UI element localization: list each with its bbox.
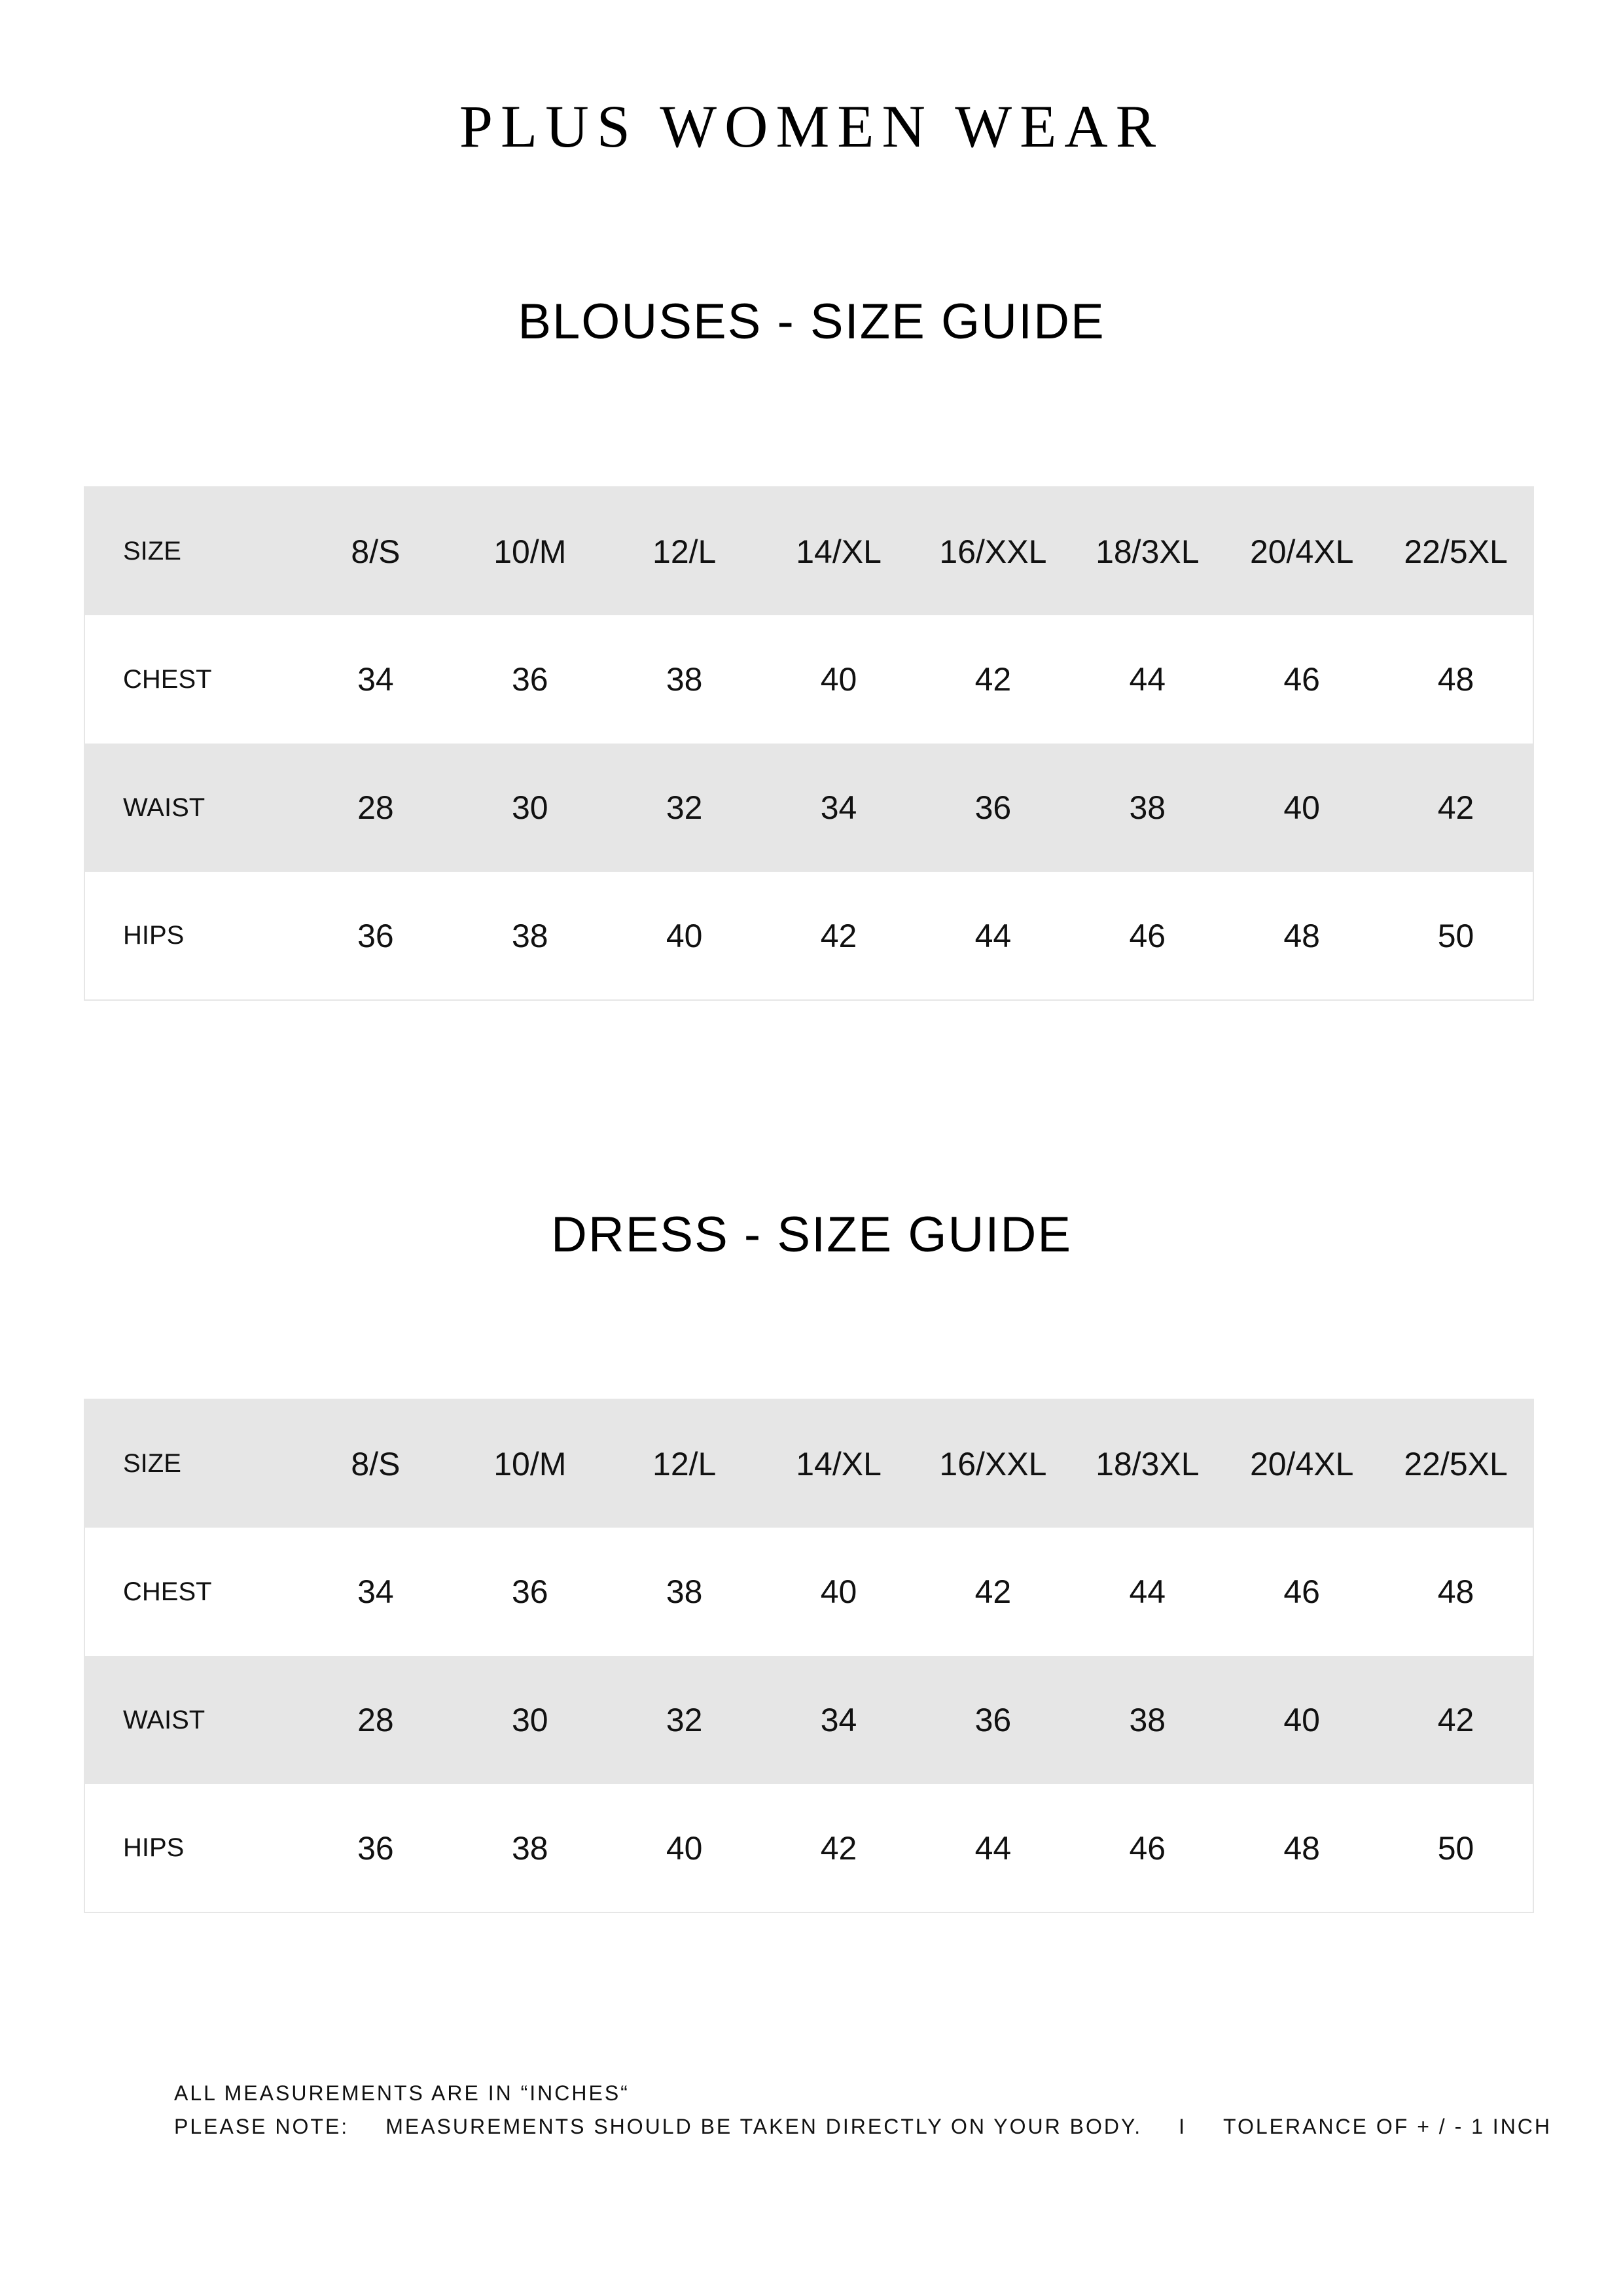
measurement-cell: 40 — [666, 917, 703, 954]
table-row-chest — [84, 615, 1533, 744]
measurement-cell: 28 — [357, 1702, 394, 1738]
measurement-cell: 44 — [974, 1829, 1012, 1867]
measurement-cell: 46 — [1283, 661, 1320, 698]
tolerance-note: TOLERANCE OF + / - 1 INCH — [1222, 2115, 1552, 2138]
measurement-cell: 44 — [1129, 1573, 1166, 1610]
row-label: WAIST — [123, 793, 205, 822]
row-label: SIZE — [123, 537, 181, 565]
size-header-cell: 18/3XL — [1096, 533, 1200, 570]
measurement-cell: 42 — [1437, 789, 1474, 826]
measurement-cell: 40 — [1283, 1702, 1320, 1738]
table-row-hips — [84, 1784, 1533, 1912]
measurement-cell: 38 — [666, 661, 703, 698]
size-header-cell: 20/4XL — [1249, 1445, 1354, 1482]
measurement-cell: 48 — [1283, 1829, 1320, 1867]
measurement-cell: 34 — [357, 1573, 394, 1610]
size-header-cell: 22/5XL — [1404, 533, 1508, 570]
row-label: HIPS — [123, 1833, 185, 1862]
size-header-cell: 10/M — [493, 1445, 567, 1482]
size-header-cell: 16/XXL — [939, 533, 1047, 570]
size-header-cell: 10/M — [493, 533, 567, 570]
measurement-cell: 32 — [666, 1702, 703, 1738]
table-row-hips — [84, 872, 1533, 1000]
measurement-cell: 36 — [974, 789, 1012, 826]
measurement-cell: 36 — [357, 917, 394, 954]
measurement-cell: 44 — [974, 917, 1012, 954]
measurement-cell: 46 — [1129, 1829, 1166, 1867]
table-row-size — [84, 487, 1533, 615]
blouses-size-guide-title: BLOUSES - SIZE GUIDE — [518, 294, 1105, 350]
measurement-cell: 38 — [512, 917, 548, 954]
size-header-cell: 18/3XL — [1096, 1445, 1200, 1482]
size-header-cell: 14/XL — [796, 533, 882, 570]
measurement-cell: 40 — [820, 661, 857, 698]
table-row-waist — [84, 744, 1533, 872]
row-label: HIPS — [123, 921, 185, 950]
measurement-cell: 36 — [357, 1829, 394, 1867]
size-header-cell: 12/L — [652, 533, 717, 570]
dress-size-table — [84, 1399, 1534, 1913]
measurement-cell: 40 — [820, 1573, 857, 1610]
row-label: CHEST — [123, 1577, 212, 1606]
measurement-cell: 30 — [512, 1702, 548, 1738]
row-label: WAIST — [123, 1705, 205, 1734]
measurement-cell: 42 — [820, 1829, 857, 1867]
measurement-cell: 48 — [1437, 1573, 1474, 1610]
measurement-cell: 36 — [512, 661, 548, 698]
measurement-cell: 48 — [1437, 661, 1474, 698]
measurement-cell: 30 — [512, 789, 548, 826]
units-note: ALL MEASUREMENTS ARE IN “INCHES“ — [174, 2081, 630, 2105]
size-header-cell: 14/XL — [796, 1445, 882, 1482]
brand-title: PLUS WOMEN WEAR — [459, 93, 1164, 160]
measurement-note — [174, 2115, 1552, 2139]
size-header-cell: 8/S — [351, 1445, 401, 1482]
measurement-cell: 28 — [357, 789, 394, 826]
measurement-cell: 40 — [1283, 789, 1320, 826]
note-label: PLEASE NOTE: — [174, 2115, 349, 2138]
measurement-cell: 48 — [1283, 917, 1320, 954]
measurement-cell: 50 — [1437, 1829, 1474, 1867]
measurement-cell: 32 — [666, 789, 703, 826]
measurement-cell: 36 — [512, 1573, 548, 1610]
dress-size-guide-title: DRESS - SIZE GUIDE — [550, 1207, 1073, 1263]
measurement-cell: 34 — [820, 1702, 857, 1738]
size-header-cell: 8/S — [351, 533, 401, 570]
measurement-cell: 42 — [974, 661, 1012, 698]
measurement-cell: 50 — [1437, 917, 1474, 954]
measurement-cell: 38 — [1129, 1702, 1166, 1738]
measurement-cell: 42 — [820, 917, 857, 954]
measurement-cell: 36 — [974, 1702, 1012, 1738]
size-header-cell: 22/5XL — [1404, 1445, 1508, 1482]
measurement-cell: 42 — [974, 1573, 1012, 1610]
measurement-cell: 38 — [512, 1829, 548, 1867]
measurement-cell: 34 — [357, 661, 394, 698]
table-row-waist — [84, 1656, 1533, 1784]
measurement-cell: 34 — [820, 789, 857, 826]
size-header-cell: 16/XXL — [939, 1445, 1047, 1482]
measurement-cell: 46 — [1129, 917, 1166, 954]
note-separator: I — [1179, 2115, 1186, 2138]
measurement-cell: 38 — [666, 1573, 703, 1610]
measurement-cell: 46 — [1283, 1573, 1320, 1610]
measurement-cell: 38 — [1129, 789, 1166, 826]
row-label: SIZE — [123, 1449, 181, 1478]
row-label: CHEST — [123, 664, 212, 694]
table-row-size — [84, 1399, 1533, 1528]
note-text: MEASUREMENTS SHOULD BE TAKEN DIRECTLY ON YOUR BODY. — [385, 2115, 1143, 2138]
table-row-chest — [84, 1528, 1533, 1656]
size-header-cell: 12/L — [652, 1445, 717, 1482]
measurement-cell: 44 — [1129, 661, 1166, 698]
size-header-cell: 20/4XL — [1249, 533, 1354, 570]
measurement-cell: 40 — [666, 1829, 703, 1867]
measurement-cell: 42 — [1437, 1702, 1474, 1738]
blouses-size-table — [84, 486, 1534, 1001]
